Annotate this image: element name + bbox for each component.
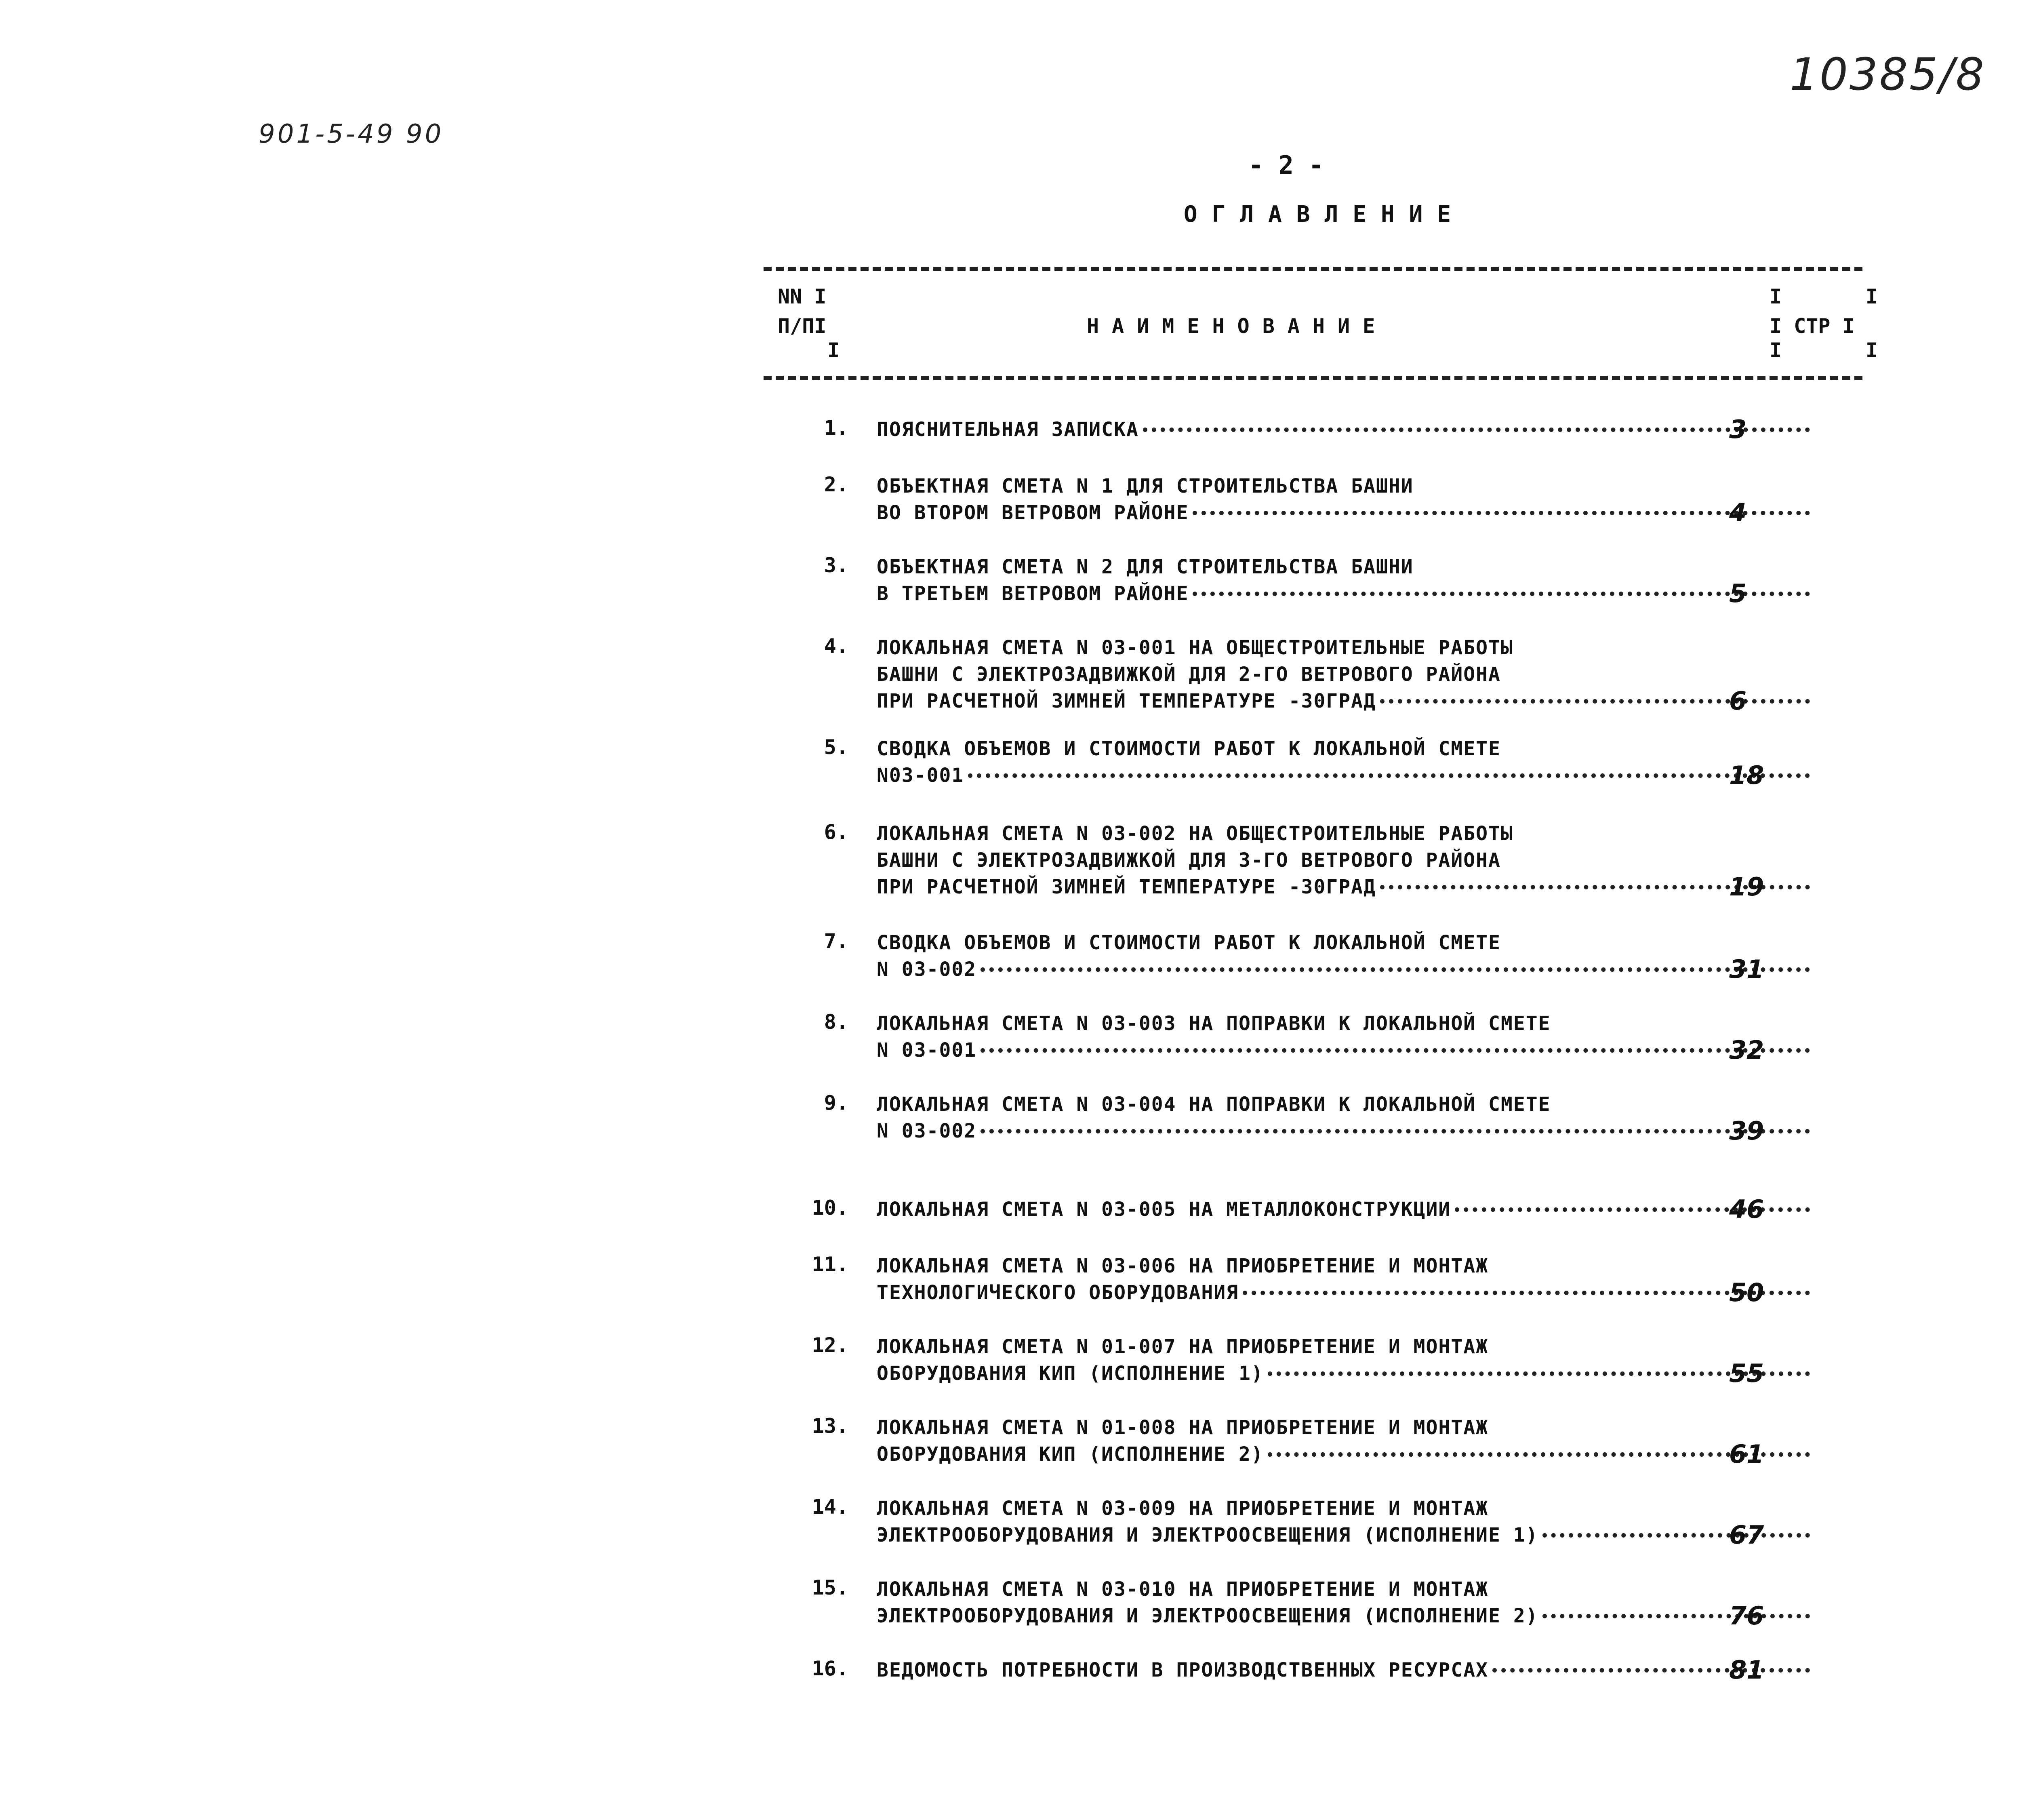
archive-number: 10385/8 [1790,48,1986,100]
toc-entry-number: 13. [812,1414,848,1438]
toc-entry-line: ЛОКАЛЬНАЯ СМЕТА N 01-007 НА ПРИОБРЕТЕНИЕ И МОНТАЖ [877,1336,1489,1358]
toc-entry-page: 5 [1729,579,1747,608]
toc-entry-number: 15. [812,1576,848,1599]
toc-entry-line: БАШНИ С ЭЛЕКТРОЗАДВИЖКОЙ ДЛЯ 3-ГО ВЕТРОВОГО РАЙОНА [877,849,1501,872]
toc-entry-line [877,1279,1814,1306]
toc-entry-line: ЛОКАЛЬНАЯ СМЕТА N 03-004 НА ПОПРАВКИ К ЛОКАЛЬНОЙ СМЕТЕ [877,1093,1551,1116]
toc-entry-number: 2. [824,473,848,496]
toc-entry-line: ЛОКАЛЬНАЯ СМЕТА N 03-003 НА ПОПРАВКИ К ЛОКАЛЬНОЙ СМЕТЕ [877,1012,1551,1035]
toc-entry-number: 10. [812,1196,848,1220]
toc-entry-page: 61 [1729,1439,1764,1469]
dot-leader [1268,1452,1810,1457]
toc-entry-page: 18 [1729,760,1764,790]
dot-leader [1193,592,1810,596]
toc-entry-title [877,1657,1814,1683]
toc-entry-number: 5. [824,735,848,759]
toc-entry-line-text: N 03-002 [877,1120,977,1142]
toc-entry-title [877,416,1814,443]
toc-entry-number: 3. [824,554,848,577]
toc-entry-line [877,956,1814,983]
header-number-label: П/ПI [778,314,827,338]
toc-entry-title [877,820,1814,900]
toc-entry-line [877,1360,1814,1387]
toc-entry-line [877,874,1814,900]
toc-entry-title [877,1495,1814,1548]
toc-entry-line-text: ПРИ РАСЧЕТНОЙ ЗИМНЕЙ ТЕМПЕРАТУРЕ -30ГРАД [877,690,1376,712]
toc-entry-page: 39 [1729,1116,1764,1146]
toc-entry-line-text: ВО ВТОРОМ ВЕТРОВОМ РАЙОНЕ [877,501,1189,524]
toc-entry-number: 12. [812,1333,848,1357]
toc-entry-page: 55 [1729,1359,1764,1388]
toc-entry-line-text: ВЕДОМОСТЬ ПОТРЕБНОСТИ В ПРОИЗВОДСТВЕННЫХ РЕСУРСАХ [877,1659,1489,1681]
toc-entry-number: 14. [812,1495,848,1519]
dot-leader [981,1048,1810,1053]
dot-leader [981,967,1810,972]
toc-entry-number: 4. [824,634,848,658]
toc-entry-title [877,1333,1814,1387]
toc-entry-line: ЛОКАЛЬНАЯ СМЕТА N 03-009 НА ПРИОБРЕТЕНИЕ И МОНТАЖ [877,1497,1489,1520]
toc-entry-title [877,1414,1814,1468]
header-number-label: NN I [778,285,827,308]
toc-entry-number: 11. [812,1253,848,1276]
toc-entry-page: 76 [1729,1601,1764,1630]
toc-entry-line: ОБЪЕКТНАЯ СМЕТА N 2 ДЛЯ СТРОИТЕЛЬСТВА БАШНИ [877,556,1414,578]
header-separator: I [827,339,840,362]
toc-entry-line-text: ЭЛЕКТРООБОРУДОВАНИЯ И ЭЛЕКТРООСВЕЩЕНИЯ (ИСПОЛНЕНИЕ 1) [877,1524,1538,1546]
toc-entry-line: СВОДКА ОБЪЕМОВ И СТОИМОСТИ РАБОТ К ЛОКАЛЬНОЙ СМЕТЕ [877,931,1501,954]
toc-entry-line: СВОДКА ОБЪЕМОВ И СТОИМОСТИ РАБОТ К ЛОКАЛЬНОЙ СМЕТЕ [877,737,1501,760]
toc-entry-title [877,1091,1814,1144]
page-title: ОГЛАВЛЕНИЕ [1184,201,1466,227]
toc-entry-page: 31 [1729,954,1764,984]
toc-entry-page: 4 [1729,498,1747,527]
toc-entry-number: 16. [812,1657,848,1680]
toc-entry-title [877,554,1814,607]
toc-entry-line: ЛОКАЛЬНАЯ СМЕТА N 03-006 НА ПРИОБРЕТЕНИЕ И МОНТАЖ [877,1255,1489,1277]
toc-entry-line-text: N 03-001 [877,1039,977,1062]
dot-leader [1268,1371,1810,1376]
toc-entry-page: 81 [1729,1655,1764,1685]
toc-entry-page: 67 [1729,1520,1764,1550]
dot-leader [981,1129,1810,1133]
toc-entry-title [877,1010,1814,1064]
toc-entry-page: 19 [1729,872,1764,902]
toc-entry-line-text: В ТРЕТЬЕМ ВЕТРОВОМ РАЙОНЕ [877,582,1189,605]
toc-entry-line [877,1118,1814,1144]
header-separator: I [1866,339,1878,362]
toc-entry-page: 6 [1729,686,1747,716]
toc-entry-line: БАШНИ С ЭЛЕКТРОЗАДВИЖКОЙ ДЛЯ 2-ГО ВЕТРОВОГО РАЙОНА [877,663,1501,686]
toc-entry-line: ЛОКАЛЬНАЯ СМЕТА N 01-008 НА ПРИОБРЕТЕНИЕ И МОНТАЖ [877,1416,1489,1439]
toc-entry-title [877,929,1814,983]
toc-entry-line-text: ОБОРУДОВАНИЯ КИП (ИСПОЛНЕНИЕ 1) [877,1362,1264,1385]
toc-entry-line: ОБЪЕКТНАЯ СМЕТА N 1 ДЛЯ СТРОИТЕЛЬСТВА БАШНИ [877,475,1414,497]
toc-entry-line: ЛОКАЛЬНАЯ СМЕТА N 03-010 НА ПРИОБРЕТЕНИЕ И МОНТАЖ [877,1578,1489,1601]
toc-entry-line-text: ЛОКАЛЬНАЯ СМЕТА N 03-005 НА МЕТАЛЛОКОНСТРУКЦИИ [877,1198,1451,1221]
toc-entry-page: 3 [1729,415,1747,444]
toc-entry-number: 8. [824,1010,848,1034]
toc-entry-line-text: N 03-002 [877,958,977,981]
toc-entry-title [877,634,1814,714]
toc-entry-line: ЛОКАЛЬНАЯ СМЕТА N 03-002 НА ОБЩЕСТРОИТЕЛЬНЫЕ РАБОТЫ [877,822,1513,845]
toc-entry-title [877,1196,1814,1223]
toc-entry-line [877,416,1814,443]
toc-entry-page: 46 [1729,1194,1764,1224]
toc-entry-line-text: N03-001 [877,764,964,787]
header-separator: I [1770,285,1782,308]
toc-entry-number: 7. [824,929,848,953]
dot-leader [1243,1291,1810,1295]
toc-entry-line [877,580,1814,607]
toc-entry-line-text: ОБОРУДОВАНИЯ КИП (ИСПОЛНЕНИЕ 2) [877,1443,1264,1466]
toc-entry-line-text: ТЕХНОЛОГИЧЕСКОГО ОБОРУДОВАНИЯ [877,1281,1239,1304]
toc-entry-line [877,1037,1814,1064]
toc-entry-line [877,499,1814,526]
toc-entry-number: 9. [824,1091,848,1114]
toc-entry-line [877,1441,1814,1468]
header-separator: I [1770,339,1782,362]
toc-entry-line-text: ЭЛЕКТРООБОРУДОВАНИЯ И ЭЛЕКТРООСВЕЩЕНИЯ (ИСПОЛНЕНИЕ 2) [877,1605,1538,1627]
toc-entry-page: 32 [1729,1035,1764,1065]
toc-entry-line [877,1196,1814,1223]
toc-entry-line [877,1657,1814,1683]
dot-leader [1193,511,1810,515]
toc-entry-line [877,1522,1814,1548]
toc-entry-title [877,735,1814,789]
header-name-label: НАИМЕНОВАНИЕ [1087,314,1388,338]
toc-entry-line [877,688,1814,714]
toc-entry-number: 1. [824,416,848,440]
header-separator: I [1866,285,1878,308]
toc-entry-title [877,1253,1814,1306]
dot-leader [968,773,1810,778]
toc-entry-line [877,1603,1814,1629]
toc-entry-line-text: ПОЯСНИТЕЛЬНАЯ ЗАПИСКА [877,418,1139,441]
toc-entry-line-text: ПРИ РАСЧЕТНОЙ ЗИМНЕЙ ТЕМПЕРАТУРЕ -30ГРАД [877,876,1376,898]
toc-entry-title [877,473,1814,526]
toc-entry-line [877,762,1814,789]
toc-entry-line: ЛОКАЛЬНАЯ СМЕТА N 03-001 НА ОБЩЕСТРОИТЕЛЬНЫЕ РАБОТЫ [877,636,1513,659]
toc-entry-page: 50 [1729,1278,1764,1307]
toc-entry-title [877,1576,1814,1629]
header-page-label: I СТР I [1770,314,1855,338]
document-code: 901-5-49 90 [259,119,444,149]
toc-entry-number: 6. [824,820,848,844]
page-number: - 2 - [1248,150,1324,180]
dot-leader [1143,428,1810,432]
